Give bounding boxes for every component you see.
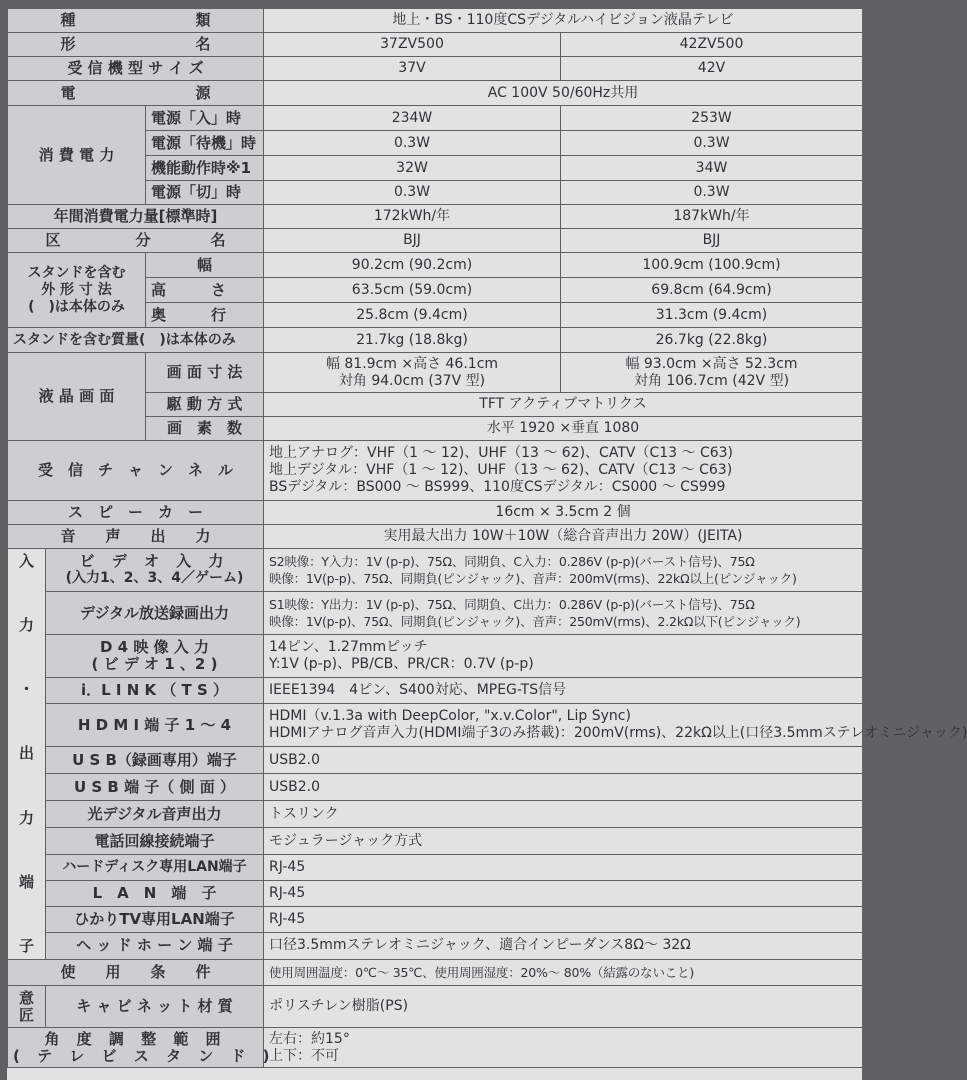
row-panel-dim <box>8 353 863 393</box>
row-digital-rec <box>8 592 863 635</box>
cabinet-side-a: 意 <box>18 988 34 1007</box>
channels-line-3: BSデジタル：BS000 ～ BS999、110度CSデジタル：CS000 ～ CS999 <box>269 479 726 495</box>
video-in-label <box>46 549 264 592</box>
video-in-line-2: 映像：1V(p-p)、75Ω、同期負(ピンジャック)、音声：200mV(rms)、22kΩ以上(ピンジャック) <box>269 571 797 587</box>
d4-label-2: ( ビ デ オ 1 、2 ) <box>91 655 218 674</box>
dims-width-a: 90.2cm (90.2cm) <box>264 253 561 278</box>
row-channels <box>8 441 863 501</box>
panel-dim-b-2: 対角 106.7cm (42V 型) <box>633 372 790 389</box>
dims-width-label: 幅 <box>146 253 264 278</box>
lan-value: RJ-45 <box>264 881 863 907</box>
dims-height-b: 69.8cm (64.9cm) <box>561 278 863 303</box>
usb-rec-label: U S B（録画専用）端子 <box>46 747 264 774</box>
cabinet-side-label <box>8 986 46 1028</box>
ilink-value: IEEE1394 4ピン、S400対応、MPEG-TS信号 <box>264 678 863 704</box>
dims-width-b: 100.9cm (100.9cm) <box>561 253 863 278</box>
audio-label: 音 声 出 力 <box>8 525 264 549</box>
dims-height-a: 63.5cm (59.0cm) <box>264 278 561 303</box>
io-char-3: ・ <box>18 680 34 699</box>
power-function-b: 34W <box>561 156 863 181</box>
row-hdd-lan <box>8 855 863 881</box>
row-lan <box>8 881 863 907</box>
cabinet-label: キ ャ ビ ネ ッ ト 材 質 <box>46 986 264 1028</box>
optical-label: 光デジタル音声出力 <box>46 801 264 828</box>
category-label: 区 分 名 <box>8 229 264 253</box>
angle-value <box>264 1028 863 1068</box>
dims-height-label: 高 さ <box>146 278 264 303</box>
io-char-5: 力 <box>18 808 34 827</box>
panel-dim-a-1: 幅 81.9cm ×高さ 46.1cm <box>325 355 499 372</box>
row-hikari <box>8 907 863 933</box>
power-function-a: 32W <box>264 156 561 181</box>
model-label: 形 名 <box>8 33 264 57</box>
row-ilink <box>8 678 863 704</box>
io-vertical-label <box>8 549 46 960</box>
panel-dim-b-1: 幅 93.0cm ×高さ 52.3cm <box>625 355 798 372</box>
row-usb-side <box>8 774 863 801</box>
speaker-label: ス ピ ー カ ー <box>8 501 264 525</box>
category-a: BJJ <box>264 229 561 253</box>
power-function-label: 機能動作時※1 <box>146 156 264 181</box>
power-off-a: 0.3W <box>264 181 561 205</box>
hdmi-line-2: HDMIアナログ音声入力(HDMI端子3のみ搭載)：200mV(rms)、22kΩ以上(口径3.5mmステレオミニジャック) <box>269 725 967 742</box>
row-speaker <box>8 501 863 525</box>
row-conditions <box>8 960 863 986</box>
dims-label-1: スタンドを含む <box>27 264 126 281</box>
power-label: 消 費 電 力 <box>8 106 146 205</box>
panel-dim-b <box>561 353 863 393</box>
speaker-value: 16cm × 3.5cm 2 個 <box>264 501 863 525</box>
row-type <box>8 9 863 33</box>
video-in-label-2: (入力1、2、3、4／ゲーム) <box>65 570 244 587</box>
hdd-lan-value: RJ-45 <box>264 855 863 881</box>
row-power-source <box>8 81 863 106</box>
panel-dim-label: 画 面 寸 法 <box>146 353 264 393</box>
digital-rec-label: デジタル放送録画出力 <box>46 592 264 635</box>
io-char-7: 子 <box>18 936 34 955</box>
hdd-lan-label: ハードディスク専用LAN端子 <box>46 855 264 881</box>
video-in-label-1: ビ デ オ 入 力 <box>79 552 230 571</box>
optical-value: トスリンク <box>264 801 863 828</box>
usb-rec-value: USB2.0 <box>264 747 863 774</box>
size-a: 37V <box>264 57 561 81</box>
io-char-1: 入 <box>18 552 34 570</box>
panel-drive-label: 駆 動 方 式 <box>146 393 264 417</box>
channels-label: 受 信 チ ャ ン ネ ル <box>8 441 264 501</box>
hikari-label: ひかりTV専用LAN端子 <box>46 907 264 933</box>
annual-a: 172kWh/年 <box>264 205 561 229</box>
annual-label: 年間消費電力量[標準時] <box>8 205 264 229</box>
d4-label-1: D 4 映 像 入 力 <box>100 638 209 657</box>
channels-value <box>264 441 863 501</box>
usb-side-label: U S B 端 子（ 側 面 ） <box>46 774 264 801</box>
conditions-value: 使用周囲温度：0℃～ 35℃、使用周囲湿度：20%～ 80%（結露のないこと) <box>264 960 863 986</box>
angle-label <box>8 1028 276 1068</box>
digital-rec-value <box>264 592 863 635</box>
mass-label: スタンドを含む質量( )は本体のみ <box>8 328 264 353</box>
category-b: BJJ <box>561 229 863 253</box>
d4-label <box>46 635 264 678</box>
conditions-label: 使 用 条 件 <box>8 960 264 986</box>
power-source-value: AC 100V 50/60Hz共用 <box>264 81 863 106</box>
phone-value: モジュラージャック方式 <box>264 828 863 855</box>
headphone-value: 口径3.5mmステレオミニジャック、適合インピーダンス8Ω～ 32Ω <box>264 932 863 959</box>
d4-value <box>264 635 863 678</box>
type-value: 地上・BS・110度CSデジタルハイビジョン液晶テレビ <box>264 9 863 33</box>
panel-pixels-label: 画 素 数 <box>146 417 264 441</box>
power-source-label: 電 源 <box>8 81 264 106</box>
dims-depth-a: 25.8cm (9.4cm) <box>264 303 561 328</box>
spec-table <box>7 8 967 1068</box>
headphone-label: ヘ ッ ド ホ ー ン 端 子 <box>46 932 264 959</box>
model-a: 37ZV500 <box>264 33 561 57</box>
dims-depth-label: 奥 行 <box>146 303 264 328</box>
audio-value: 実用最大出力 10W＋10W（総合音声出力 20W）(JEITA) <box>264 525 863 549</box>
power-standby-label: 電源「待機」時 <box>146 131 264 156</box>
size-b: 42V <box>561 57 863 81</box>
row-headphone <box>8 932 863 959</box>
spec-sheet <box>7 8 967 1080</box>
power-off-label: 電源「切」時 <box>146 181 264 205</box>
hdmi-line-1: HDMI（v.1.3a with DeepColor, "x.v.Color", Lip Sync) <box>269 708 631 725</box>
row-phone <box>8 828 863 855</box>
channels-line-2: 地上デジタル：VHF（1 ～ 12)、UHF（13 ～ 62)、CATV（C13 ～ C63) <box>269 462 733 478</box>
power-standby-b: 0.3W <box>561 131 863 156</box>
digital-rec-line-1: S1映像：Y出力：1V (p-p)、75Ω、同期負、C出力：0.286V (p-p)(バースト信号)、75Ω <box>269 597 755 613</box>
panel-label: 液 晶 画 面 <box>8 353 146 441</box>
ilink-label: i．L I N K （ T S ） <box>46 678 264 704</box>
row-video-in <box>8 549 863 592</box>
type-label: 種 類 <box>8 9 264 33</box>
panel-drive-value: TFT アクティブマトリクス <box>264 393 863 417</box>
lan-label: L A N 端 子 <box>46 881 264 907</box>
row-model <box>8 33 863 57</box>
power-standby-a: 0.3W <box>264 131 561 156</box>
dims-label <box>8 253 146 328</box>
row-mass <box>8 328 863 353</box>
io-char-4: 出 <box>18 744 34 763</box>
io-char-6: 端 <box>18 872 34 891</box>
phone-label: 電話回線接続端子 <box>46 828 264 855</box>
panel-pixels-value: 水平 1920 ×垂直 1080 <box>264 417 863 441</box>
angle-label-2: ( テ レ ビ ス タ ン ド ) <box>13 1046 276 1065</box>
mass-b: 26.7kg (22.8kg) <box>561 328 863 353</box>
panel-dim-a <box>264 353 561 393</box>
mass-a: 21.7kg (18.8kg) <box>264 328 561 353</box>
hikari-value: RJ-45 <box>264 907 863 933</box>
row-power-on <box>8 106 863 131</box>
row-usb-rec <box>8 747 863 774</box>
model-b: 42ZV500 <box>561 33 863 57</box>
cabinet-value: ポリスチレン樹脂(PS) <box>264 986 863 1028</box>
hdmi-value <box>264 704 967 747</box>
usb-side-value: USB2.0 <box>264 774 863 801</box>
angle-line-1: 左右：約15° <box>269 1030 350 1047</box>
dims-label-3: ( )は本体のみ <box>28 298 125 315</box>
power-on-b: 253W <box>561 106 863 131</box>
row-dims-width <box>8 253 863 278</box>
video-in-line-1: S2映像：Y入力：1V (p-p)、75Ω、同期負、C入力：0.286V (p-p)(バースト信号)、75Ω <box>269 554 755 570</box>
panel-dim-a-2: 対角 94.0cm (37V 型) <box>338 372 486 389</box>
digital-rec-line-2: 映像：1V(p-p)、75Ω、同期負(ピンジャック)、音声：250mV(rms)、2.2kΩ以下(ピンジャック) <box>269 614 801 630</box>
row-category <box>8 229 863 253</box>
power-on-label: 電源「入」時 <box>146 106 264 131</box>
angle-line-2: 上下：不可 <box>269 1047 339 1064</box>
channels-line-1: 地上アナログ：VHF（1 ～ 12)、UHF（13 ～ 62)、CATV（C13 ～ C63) <box>269 445 733 461</box>
dims-label-2: 外 形 寸 法 <box>41 281 112 298</box>
row-annual <box>8 205 863 229</box>
cabinet-side-b: 匠 <box>18 1005 34 1024</box>
hdmi-label: H D M I 端 子 1 ～ 4 <box>46 704 264 747</box>
angle-label-1: 角 度 調 整 範 囲 <box>44 1029 227 1048</box>
video-in-value <box>264 549 863 592</box>
power-on-a: 234W <box>264 106 561 131</box>
row-cabinet <box>8 986 863 1028</box>
size-label: 受 信 機 型 サ イ ズ <box>8 57 264 81</box>
row-size <box>8 57 863 81</box>
power-off-b: 0.3W <box>561 181 863 205</box>
row-hdmi <box>8 704 863 747</box>
row-d4 <box>8 635 863 678</box>
row-angle <box>8 1028 863 1068</box>
dims-depth-b: 31.3cm (9.4cm) <box>561 303 863 328</box>
annual-b: 187kWh/年 <box>561 205 863 229</box>
row-optical <box>8 801 863 828</box>
row-audio <box>8 525 863 549</box>
d4-line-1: 14ピン、1.27mmピッチ <box>269 639 428 656</box>
io-char-2: 力 <box>18 616 34 635</box>
d4-line-2: Y:1V (p-p)、PB/CB、PR/CR：0.7V (p-p) <box>269 656 534 673</box>
